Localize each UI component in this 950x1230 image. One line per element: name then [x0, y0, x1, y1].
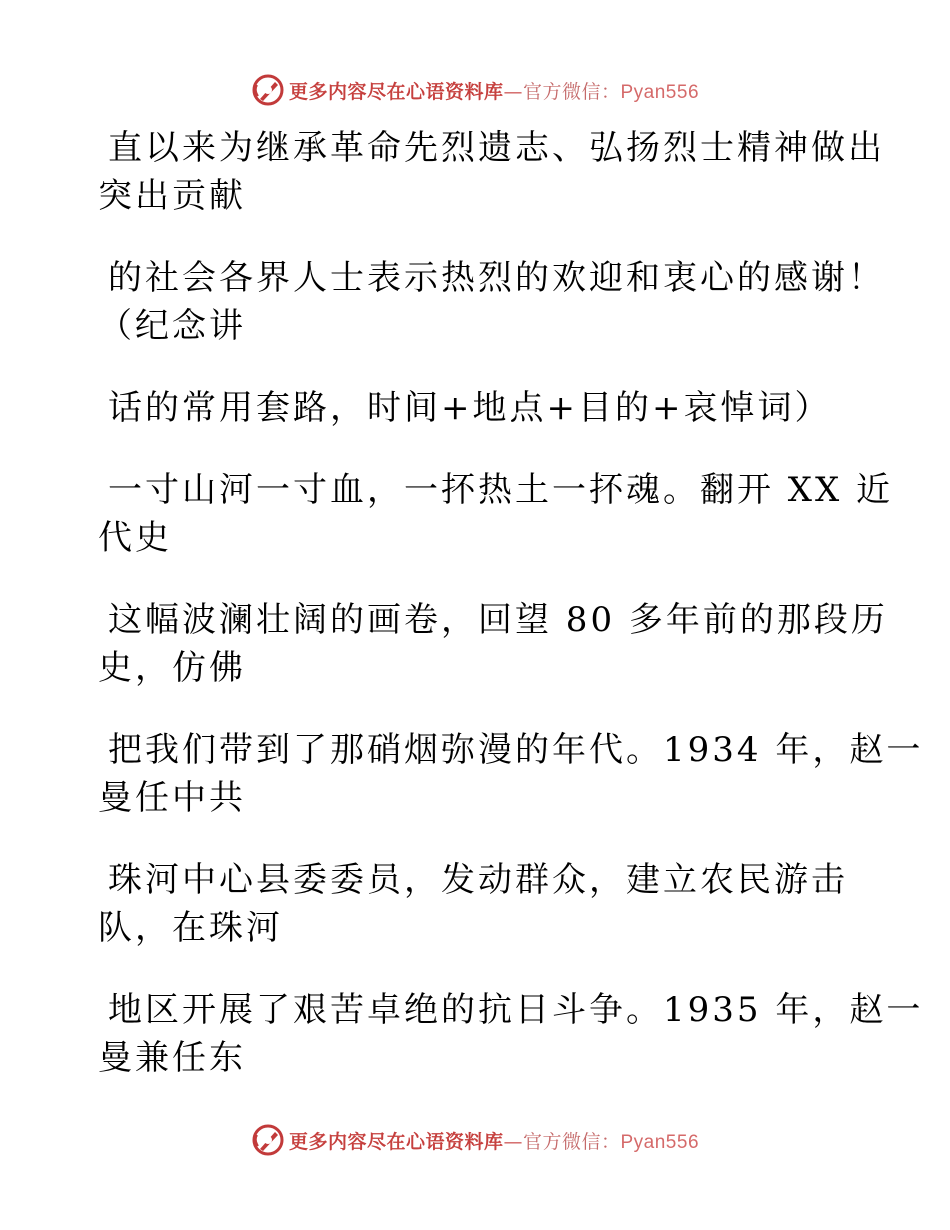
- watermark-dash: —: [503, 80, 523, 103]
- watermark-dash: —: [503, 1130, 523, 1153]
- watermark-wechat-label: 官方微信：: [522, 1130, 621, 1153]
- pen-seal-icon: [251, 73, 285, 107]
- watermark-text: [289, 1127, 699, 1154]
- text-line: 珠河中心县委委员，发动群众，建立农民游击: [108, 860, 848, 900]
- watermark-site-name: 更多内容尽在心语资料库: [288, 80, 504, 103]
- text-line: 的社会各界人士表示热烈的欢迎和衷心的感谢！: [108, 258, 885, 298]
- watermark-text: [289, 77, 699, 104]
- watermark-site-name: 更多内容尽在心语资料库: [288, 1130, 504, 1153]
- header-watermark-banner: [0, 70, 950, 110]
- text-line: 一寸山河一寸血，一抔热土一抔魂。翻开 XX 近: [108, 470, 894, 510]
- watermark-wechat-id: Pyan556: [620, 81, 700, 103]
- footer-watermark-banner: [0, 1120, 950, 1160]
- text-line: 代史: [98, 518, 172, 558]
- text-line: （纪念讲: [98, 306, 246, 346]
- text-line: 队，在珠河: [98, 908, 283, 948]
- text-line: 这幅波澜壮阔的画卷，回望 80 多年前的那段历: [108, 600, 888, 640]
- text-line: 曼任中共: [98, 778, 246, 818]
- watermark-wechat-label: 官方微信：: [522, 80, 621, 103]
- text-line: 直以来为继承革命先烈遗志、弘扬烈士精神做出: [108, 128, 885, 168]
- text-line: 地区开展了艰苦卓绝的抗日斗争。1935 年，赵一: [108, 990, 924, 1030]
- watermark-wechat-id: Pyan556: [620, 1131, 700, 1153]
- text-line: 话的常用套路，时间+地点+目的+哀悼词）: [108, 388, 832, 428]
- text-line: 曼兼任东: [98, 1038, 246, 1078]
- text-line: 突出贡献: [98, 176, 246, 216]
- pen-seal-icon: [251, 1123, 285, 1157]
- document-body: [98, 124, 924, 1082]
- text-line: 把我们带到了那硝烟弥漫的年代。1934 年，赵一: [108, 730, 924, 770]
- text-line: 史，仿佛: [98, 648, 246, 688]
